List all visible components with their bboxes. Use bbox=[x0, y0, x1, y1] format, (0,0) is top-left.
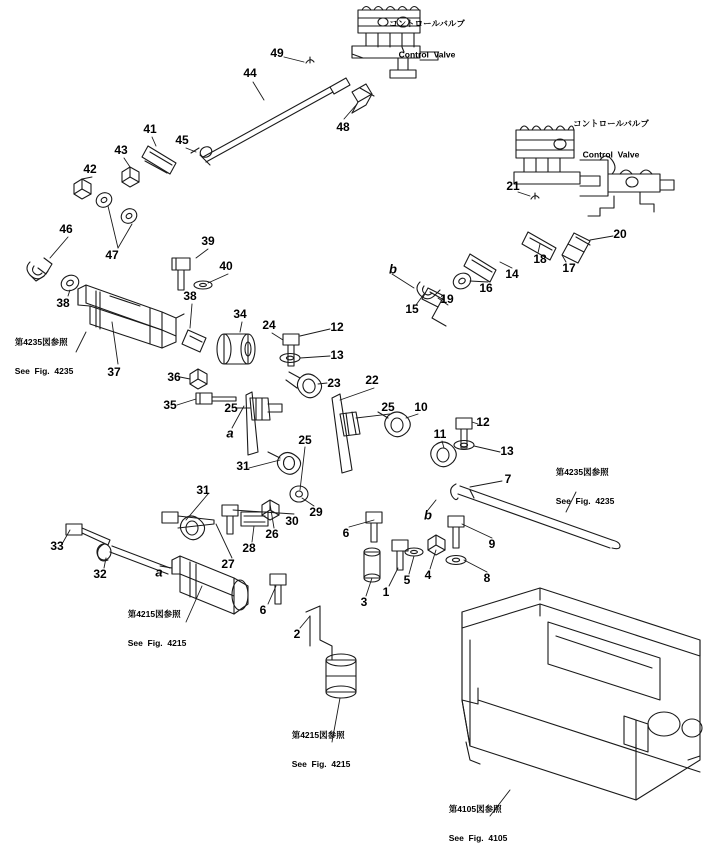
control-valve-label-upper-jp: コントロールバルブ bbox=[389, 18, 465, 29]
callout-6-right: 6 bbox=[342, 526, 350, 540]
callout-16: 16 bbox=[479, 281, 493, 295]
callout-25-left: 25 bbox=[224, 401, 238, 415]
see-fig-note-4235-right-en: See Fig. 4235 bbox=[555, 495, 615, 506]
letter-callout-b-lower: b bbox=[424, 507, 432, 523]
callout-3: 3 bbox=[360, 595, 368, 609]
pedal-body-37 bbox=[78, 285, 184, 348]
bushing-34 bbox=[217, 334, 255, 364]
see-fig-note-4105-jp: 第4105図参照 bbox=[448, 803, 502, 814]
callout-24: 24 bbox=[262, 318, 276, 332]
callout-5: 5 bbox=[403, 573, 411, 587]
see-fig-note-4215-bottom-en: See Fig. 4215 bbox=[291, 758, 351, 769]
washer-29 bbox=[290, 486, 308, 502]
bolt-39 bbox=[172, 258, 190, 290]
callout-7: 7 bbox=[504, 472, 512, 486]
callout-33: 33 bbox=[50, 539, 64, 553]
callout-48: 48 bbox=[336, 120, 350, 134]
callout-29: 29 bbox=[309, 505, 323, 519]
see-fig-note-4235-right-jp: 第4235図参照 bbox=[555, 466, 609, 477]
pivot-49 bbox=[306, 57, 314, 63]
callout-46: 46 bbox=[59, 222, 73, 236]
leader-lines bbox=[50, 57, 613, 816]
pivot-21 bbox=[531, 193, 539, 199]
sleeve-38-right bbox=[182, 330, 206, 352]
callout-34: 34 bbox=[233, 307, 247, 321]
callout-22: 22 bbox=[365, 373, 379, 387]
callout-31-lower: 31 bbox=[196, 483, 210, 497]
callout-42: 42 bbox=[83, 162, 97, 176]
callout-17: 17 bbox=[562, 261, 576, 275]
sleeve-41 bbox=[142, 146, 176, 174]
see-fig-note-4215-bottom bbox=[292, 711, 351, 789]
control-valve-label-lower bbox=[573, 98, 649, 180]
callout-31-upper: 31 bbox=[236, 459, 250, 473]
callout-9: 9 bbox=[488, 537, 496, 551]
callout-11: 11 bbox=[433, 427, 447, 441]
callout-40: 40 bbox=[219, 259, 233, 273]
callout-19: 19 bbox=[440, 292, 454, 306]
machine-body-4105 bbox=[462, 588, 702, 800]
callout-6-left: 6 bbox=[259, 603, 267, 617]
letter-callout-a-upper: a bbox=[226, 425, 234, 441]
washer-47b bbox=[119, 206, 140, 226]
callout-13-upper: 13 bbox=[330, 348, 344, 362]
bolt-6-left bbox=[270, 574, 286, 604]
control-valve-label-lower-en: Control Valve bbox=[582, 149, 640, 160]
bolt-20 bbox=[562, 233, 590, 263]
letter-callout-b-upper: b bbox=[389, 261, 397, 277]
control-valve-label-lower-jp: コントロールバルブ bbox=[573, 118, 649, 129]
see-fig-note-4215-bottom-jp: 第4215図参照 bbox=[291, 729, 345, 740]
linkage-rod-44 bbox=[191, 78, 350, 165]
nut-26 bbox=[262, 500, 279, 520]
callout-8: 8 bbox=[483, 571, 491, 585]
callout-43: 43 bbox=[114, 143, 128, 157]
callout-49: 49 bbox=[270, 46, 284, 60]
see-fig-note-4105 bbox=[449, 785, 508, 863]
callout-45: 45 bbox=[175, 133, 189, 147]
callout-30: 30 bbox=[285, 514, 299, 528]
bolt-48 bbox=[352, 84, 374, 113]
callout-23: 23 bbox=[327, 376, 341, 390]
clamp-bottom bbox=[326, 654, 356, 698]
link-23 bbox=[286, 372, 322, 398]
letter-callout-a-lower: a bbox=[155, 564, 163, 580]
bracket-2 bbox=[306, 606, 332, 660]
see-fig-note-4235-left bbox=[15, 318, 74, 396]
callout-39: 39 bbox=[201, 234, 215, 248]
callout-18: 18 bbox=[533, 252, 547, 266]
nut-43 bbox=[122, 167, 139, 187]
bolt-1 bbox=[392, 540, 408, 570]
callout-44: 44 bbox=[243, 66, 257, 80]
callout-38-left: 38 bbox=[56, 296, 70, 310]
callout-36: 36 bbox=[167, 370, 181, 384]
see-fig-note-4235-right bbox=[556, 448, 615, 526]
nut-4 bbox=[428, 535, 445, 555]
callout-41: 41 bbox=[143, 122, 157, 136]
washer-13-upper bbox=[280, 354, 300, 363]
callout-21: 21 bbox=[506, 179, 520, 193]
washer-47a bbox=[94, 190, 115, 210]
callout-35: 35 bbox=[163, 398, 177, 412]
bolt-27 bbox=[162, 512, 214, 528]
bolt-9 bbox=[448, 516, 464, 548]
callout-47: 47 bbox=[105, 248, 119, 262]
callout-27: 27 bbox=[221, 557, 235, 571]
link-31-upper bbox=[268, 452, 301, 474]
clamp-46 bbox=[27, 258, 52, 281]
callout-14: 14 bbox=[505, 267, 519, 281]
control-valve-label-upper-en: Control Valve bbox=[398, 49, 456, 60]
washer-8 bbox=[446, 556, 466, 565]
link-31-lower bbox=[180, 516, 204, 540]
sleeve-3 bbox=[364, 548, 380, 582]
see-fig-note-4235-left-jp: 第4235図参照 bbox=[14, 336, 68, 347]
callout-26: 26 bbox=[265, 527, 279, 541]
see-fig-note-4235-left-en: See Fig. 4235 bbox=[14, 365, 74, 376]
callout-4: 4 bbox=[424, 568, 432, 582]
washer-5 bbox=[405, 548, 423, 556]
link-10 bbox=[378, 412, 410, 437]
callout-12-upper: 12 bbox=[330, 320, 344, 334]
callout-20: 20 bbox=[613, 227, 627, 241]
callout-10: 10 bbox=[414, 400, 428, 414]
callout-2: 2 bbox=[293, 627, 301, 641]
callout-12-right: 12 bbox=[476, 415, 490, 429]
see-fig-note-4215-left-en: See Fig. 4215 bbox=[127, 637, 187, 648]
see-fig-note-4105-en: See Fig. 4105 bbox=[448, 832, 508, 843]
bolt-33 bbox=[66, 524, 110, 545]
callout-32: 32 bbox=[93, 567, 107, 581]
callout-1: 1 bbox=[382, 585, 390, 599]
callout-25-mid: 25 bbox=[381, 400, 395, 414]
callout-13-right: 13 bbox=[500, 444, 514, 458]
control-valve-label-upper bbox=[389, 0, 465, 80]
callout-25-low: 25 bbox=[298, 433, 312, 447]
callout-15: 15 bbox=[405, 302, 419, 316]
see-fig-note-4215-left bbox=[128, 590, 187, 668]
nut-36 bbox=[190, 369, 207, 389]
callout-28: 28 bbox=[242, 541, 256, 555]
bolt-6-right bbox=[366, 512, 382, 542]
sleeve-14 bbox=[464, 254, 496, 282]
see-fig-note-4215-left-jp: 第4215図参照 bbox=[127, 608, 181, 619]
callout-37: 37 bbox=[107, 365, 121, 379]
bolt-30 bbox=[222, 505, 238, 534]
nut-42 bbox=[74, 179, 91, 199]
callout-38-right: 38 bbox=[183, 289, 197, 303]
